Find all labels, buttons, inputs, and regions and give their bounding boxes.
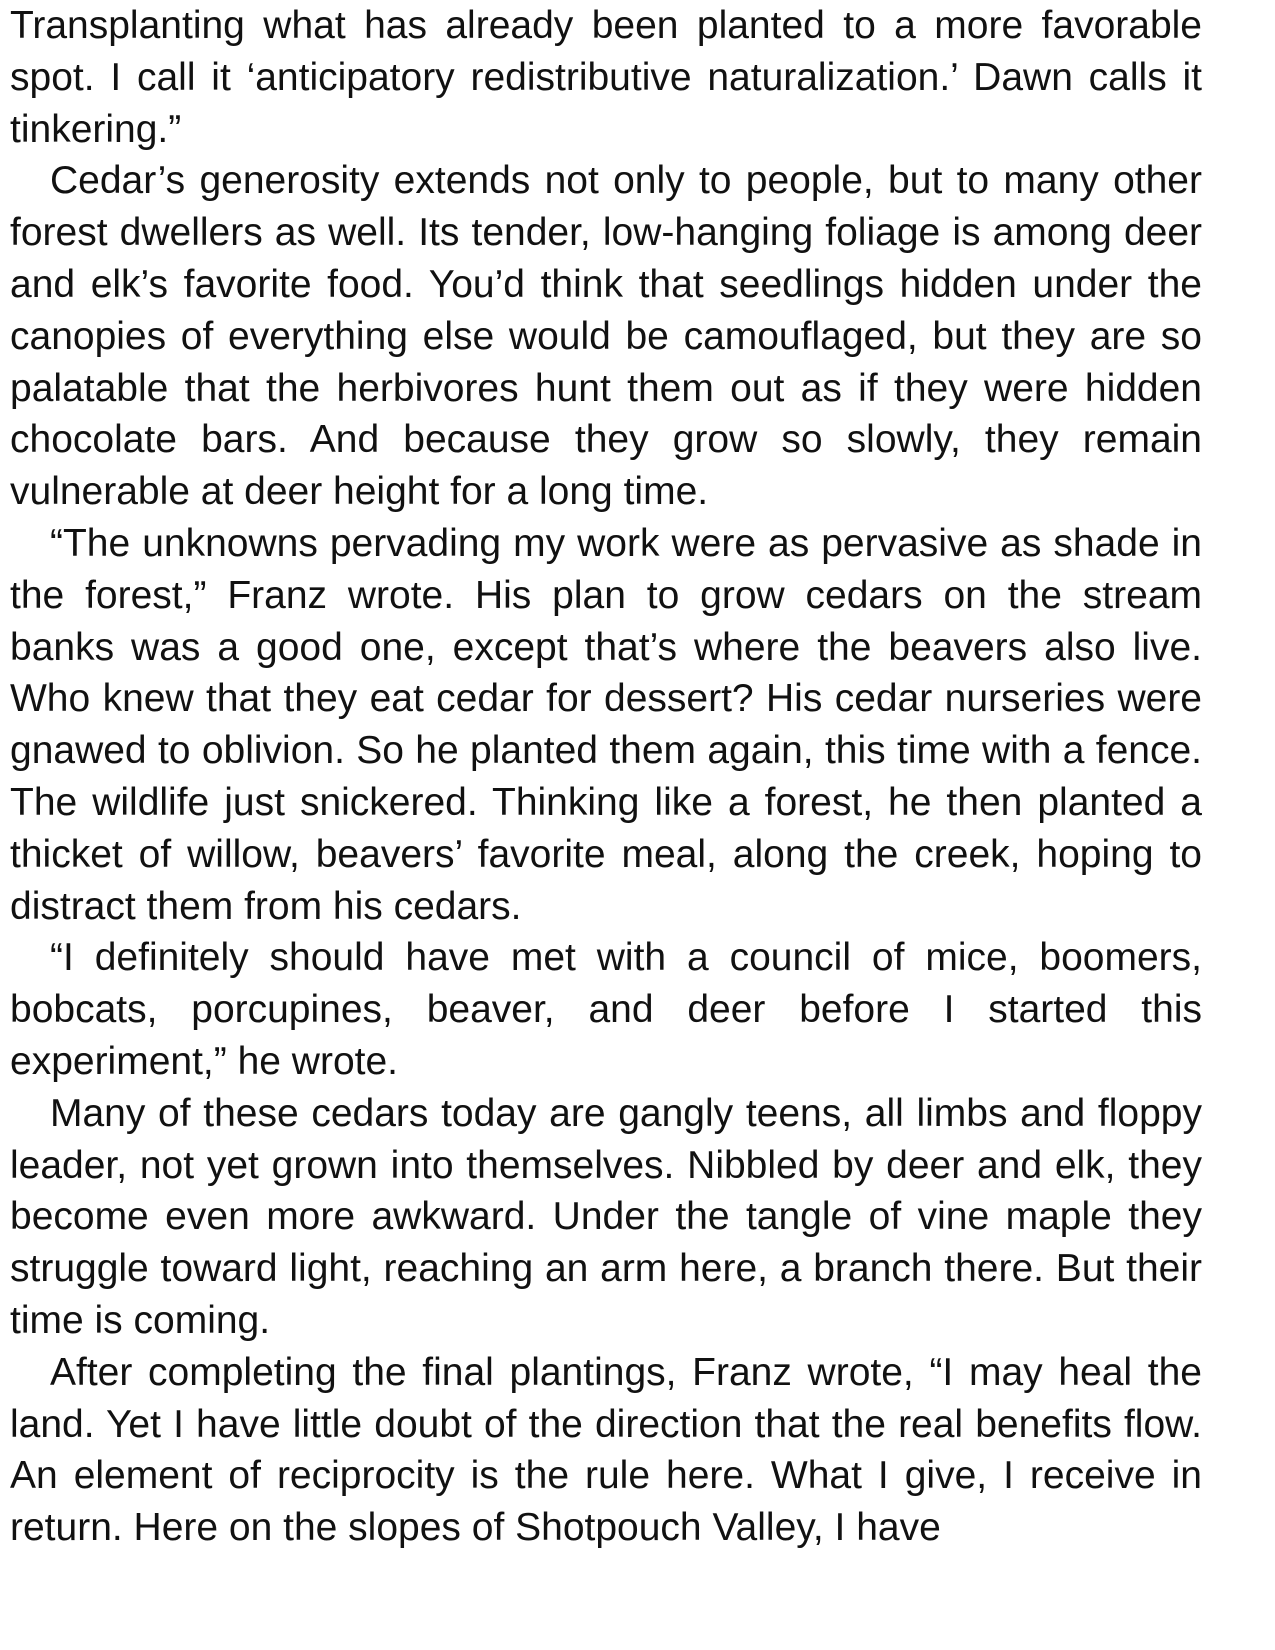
paragraph-3: “The unknowns pervading my work were as pervasive as shade in the forest,” Franz wrote. His plan to grow cedars on the stream banks was a good one, except that’s where the beavers also live. Who knew that they eat cedar for dessert? His cedar nurseries were gnawed to oblivion. So he planted them again, this time with a fence. The wildlife just snickered. Thinking like a forest, he then planted a thicket of willow, beavers’ favorite meal, along the creek, hoping to distract them from his cedars. (10, 521, 1202, 928)
paragraph-5: Many of these cedars today are gangly teens, all limbs and floppy leader, not yet grown into themselves. Nibbled by deer and elk, they become even more awkward. Under the tangle of vine maple they struggle toward light, reaching an arm here, a branch there. But their time is coming. (10, 1091, 1202, 1342)
document-page (10, 0, 1202, 1554)
paragraph-4: “I definitely should have met with a council of mice, boomers, bobcats, porcupines, beaver, and deer before I started this experiment,” he wrote. (10, 936, 1202, 1083)
paragraph-1: Transplanting what has already been planted to a more favorable spot. I call it ‘anticipatory redistributive naturalization.’ Dawn calls it tinkering.” (10, 4, 1202, 151)
paragraph-6: After completing the final plantings, Franz wrote, “I may heal the land. Yet I have little doubt of the direction that the real benefits flow. An element of reciprocity is the rule here. What I give, I receive in return. Here on the slopes of Shotpouch Valley, I have (10, 1350, 1202, 1550)
paragraph-2: Cedar’s generosity extends not only to people, but to many other forest dwellers as well. Its tender, low-hanging foliage is among deer and elk’s favorite food. You’d think that seedlings hidden under the canopies of everything else would be camouflaged, but they are so palatable that the herbivores hunt them out as if they were hidden chocolate bars. And because they grow so slowly, they remain vulnerable at deer height for a long time. (10, 159, 1202, 514)
